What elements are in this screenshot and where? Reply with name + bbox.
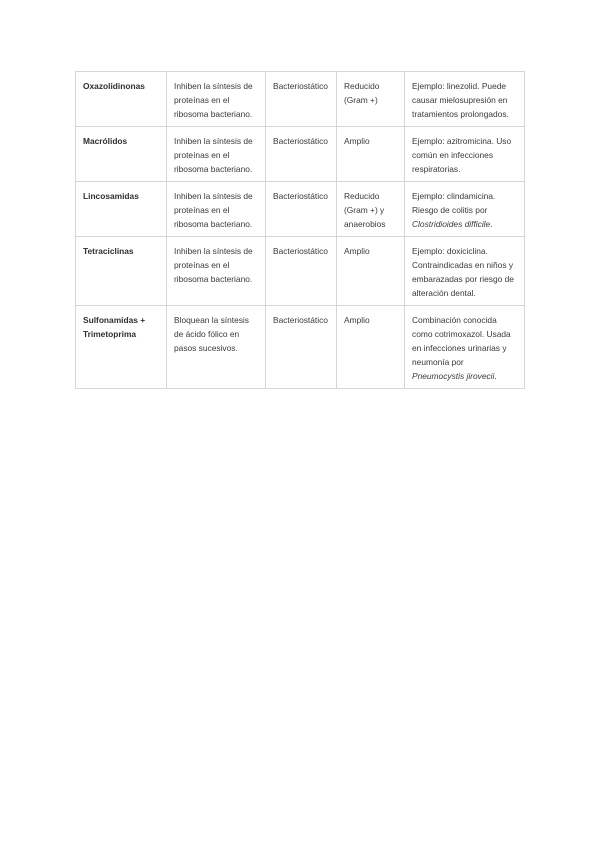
notes-end: . [490, 219, 493, 229]
cell-effect: Bacteriostático [266, 306, 337, 389]
notes-text: Ejemplo: doxiciclina. Contraindicadas en niños y embarazadas por riesgo de alteración dental. [412, 246, 514, 298]
notes-text: Combinación conocida como cotrimoxazol. Usada en infecciones urinarias y neumonía por [412, 315, 511, 367]
cell-notes [405, 306, 525, 389]
notes-text: Ejemplo: clindamicina. Riesgo de colitis por [412, 191, 496, 215]
cell-notes [405, 72, 525, 127]
table-row [76, 306, 525, 389]
cell-spectrum: Amplio [337, 127, 405, 182]
table-row [76, 72, 525, 127]
cell-notes [405, 127, 525, 182]
table-row [76, 127, 525, 182]
cell-group: Macrólidos [76, 127, 167, 182]
table-row [76, 182, 525, 237]
cell-effect: Bacteriostático [266, 127, 337, 182]
notes-text: Ejemplo: azitromicina. Uso común en infecciones respiratorias. [412, 136, 512, 174]
cell-spectrum: Amplio [337, 237, 405, 306]
cell-effect: Bacteriostático [266, 72, 337, 127]
cell-notes [405, 237, 525, 306]
antibiotic-table [75, 71, 525, 389]
organism-name: Clostridioides difficile [412, 219, 491, 229]
cell-mechanism: Inhiben la síntesis de proteínas en el ribosoma bacteriano. [167, 182, 266, 237]
cell-group: Lincosamidas [76, 182, 167, 237]
cell-mechanism: Inhiben la síntesis de proteínas en el ribosoma bacteriano. [167, 237, 266, 306]
table-row [76, 237, 525, 306]
cell-effect: Bacteriostático [266, 237, 337, 306]
cell-group: Sulfonamidas + Trimetoprima [76, 306, 167, 389]
cell-group: Tetraciclinas [76, 237, 167, 306]
cell-spectrum: Reducido (Gram +) y anaerobios [337, 182, 405, 237]
organism-name: Pneumocystis jirovecii [412, 371, 495, 381]
notes-text: Ejemplo: linezolid. Puede causar mielosupresión en tratamientos prolongados. [412, 81, 509, 119]
cell-group: Oxazolidinonas [76, 72, 167, 127]
cell-spectrum: Reducido (Gram +) [337, 72, 405, 127]
notes-end: . [494, 371, 497, 381]
cell-effect: Bacteriostático [266, 182, 337, 237]
cell-mechanism: Bloquean la síntesis de ácido fólico en pasos sucesivos. [167, 306, 266, 389]
cell-spectrum: Amplio [337, 306, 405, 389]
cell-mechanism: Inhiben la síntesis de proteínas en el ribosoma bacteriano. [167, 72, 266, 127]
cell-mechanism: Inhiben la síntesis de proteínas en el ribosoma bacteriano. [167, 127, 266, 182]
cell-notes [405, 182, 525, 237]
